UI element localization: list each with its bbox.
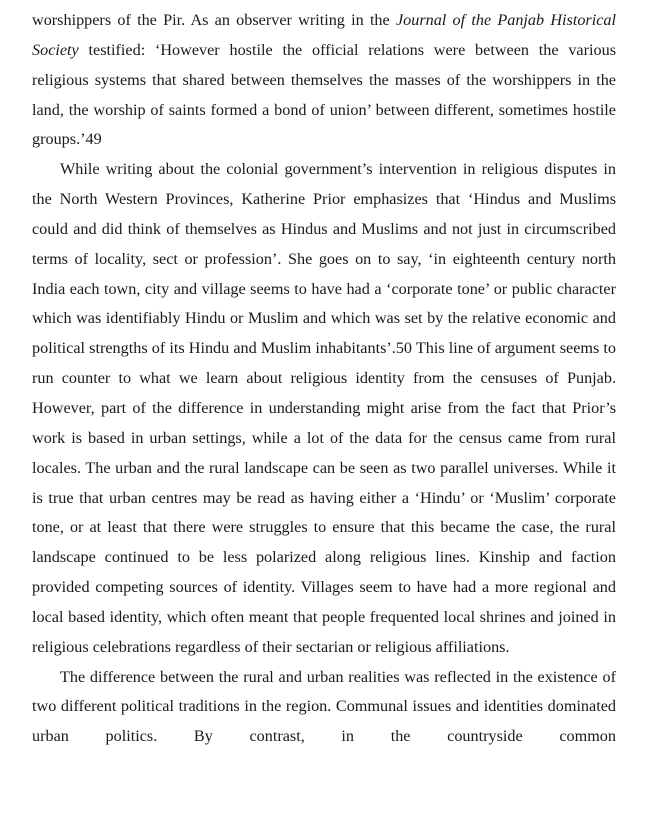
- paragraph-3-text: The difference between the rural and urban realities was reflected in the existence of two different political traditions in the region. Communal issues and identities dominated urban politics. By contrast, in the countryside common: [32, 667, 616, 746]
- paragraph-1-text-a: worshippers of the Pir. As an observer writing in the: [32, 11, 396, 29]
- journal-title: Journal of the Panjab Historical Society: [32, 11, 616, 59]
- paragraph-3: [32, 663, 616, 753]
- paragraph-1: [32, 6, 616, 155]
- paragraph-1-text-b: testified: ‘However hostile the official relations were between the various religious systems that shared between themselves the masses of the worshippers in the land, the worship of saints formed a bond of union’ between different, sometimes hostile groups.’49: [32, 40, 616, 149]
- document-page: [32, 6, 616, 752]
- paragraph-2: [32, 155, 616, 662]
- paragraph-2-text: While writing about the colonial government’s intervention in religious disputes in the North Western Provinces, Katherine Prior emphasizes that ‘Hindus and Muslims could and did think of themselves as Hindus and Muslims and not just in circumscribed terms of locality, sect or profession’. She goes on to say, ‘in eighteenth century north India each town, city and village seems to have had a ‘corporate tone’ or public character which was identifiably Hindu or Muslim and which was set by the relative economic and political strengths of its Hindu and Muslim inhabitants’.50 This line of argument seems to run counter to what we learn about religious identity from the censuses of Punjab. However, part of the difference in understanding might arise from the fact that Prior’s work is based in urban settings, while a lot of the data for the census came from rural locales. The urban and the rural landscape can be seen as two parallel universes. While it is true that urban centres may be read as having either a ‘Hindu’ or ‘Muslim’ corporate tone, or at least that there were struggles to ensure that this became the case, the rural landscape continued to be less polarized along religious lines. Kinship and faction provided competing sources of identity. Villages seem to have had a more regional and local based identity, which often meant that people frequented local shrines and joined in religious celebrations regardless of their sectarian or religious affiliations.: [32, 160, 616, 656]
